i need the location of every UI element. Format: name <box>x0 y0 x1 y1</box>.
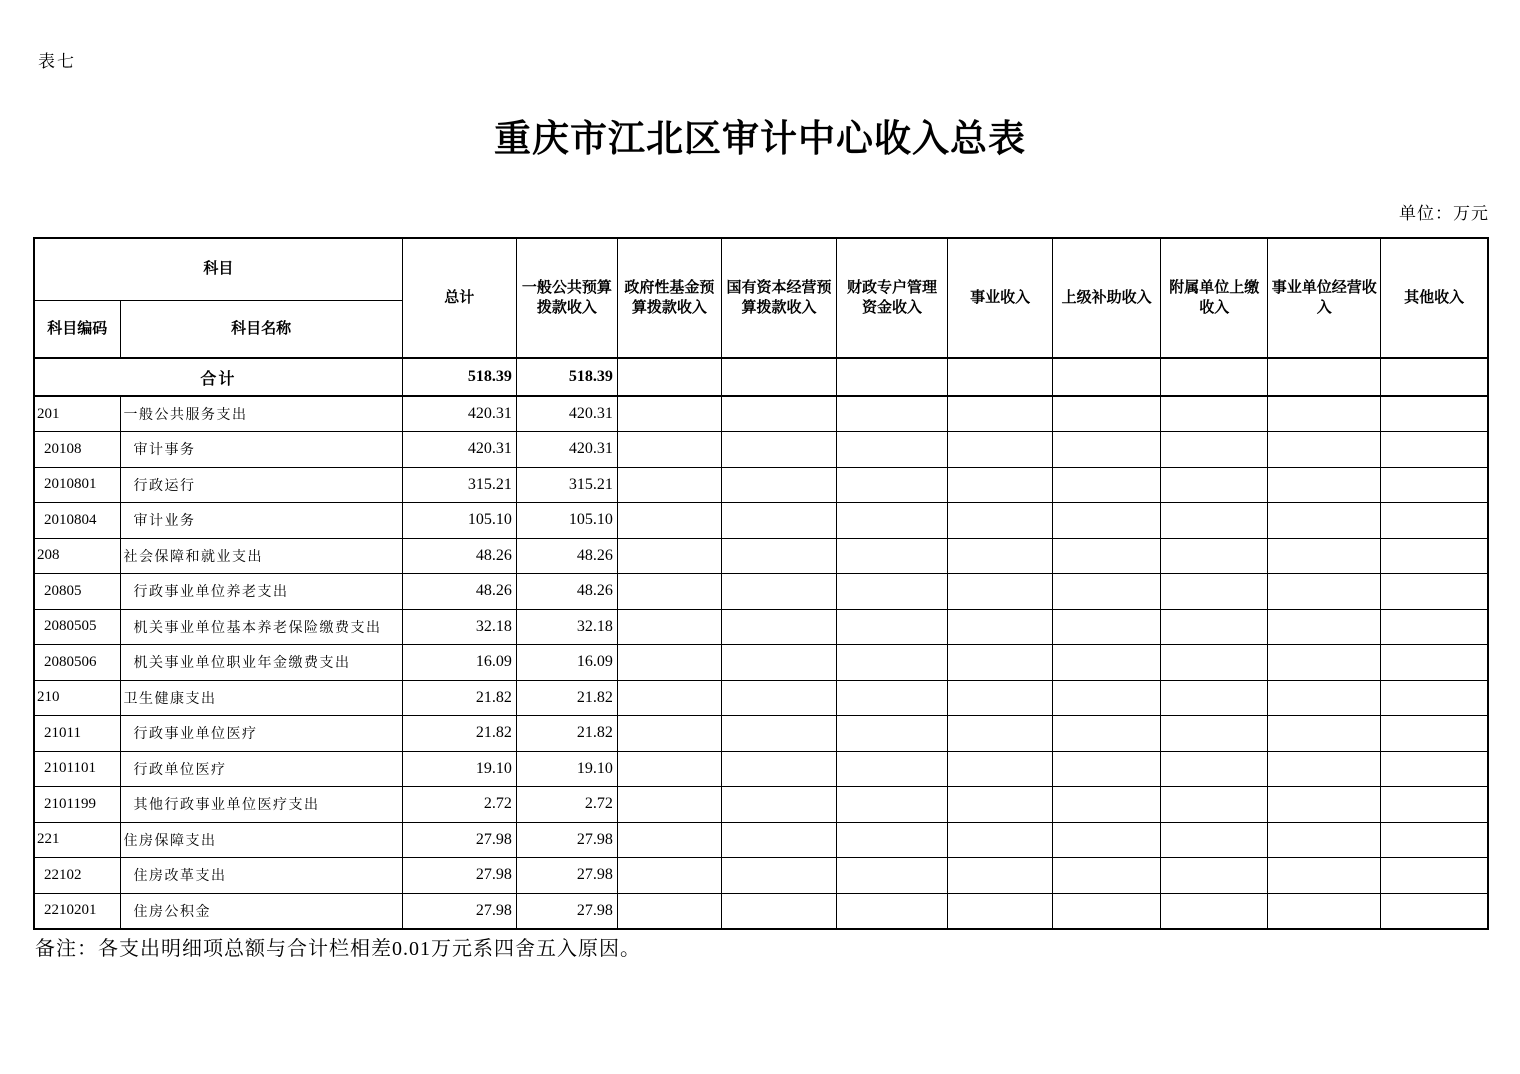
value-cell <box>948 893 1053 929</box>
value-cell <box>1161 680 1268 716</box>
value-cell <box>721 396 836 432</box>
value-cell <box>617 467 721 503</box>
header-subordinate-remittance: 附属单位上缴收入 <box>1161 238 1268 358</box>
table-row <box>34 396 1488 432</box>
total-value-cell <box>1161 358 1268 396</box>
subject-code-cell: 208 <box>34 538 120 574</box>
value-cell <box>721 680 836 716</box>
total-value-cell <box>617 358 721 396</box>
value-cell <box>1268 645 1381 681</box>
value-cell <box>1161 467 1268 503</box>
value-cell <box>1381 396 1488 432</box>
value-cell <box>1381 680 1488 716</box>
subject-code-cell: 2101101 <box>34 751 120 787</box>
value-cell <box>1053 893 1161 929</box>
value-cell: 2.72 <box>402 787 516 823</box>
value-cell: 32.18 <box>402 609 516 645</box>
value-cell <box>1053 396 1161 432</box>
value-cell: 21.82 <box>402 716 516 752</box>
value-cell <box>721 645 836 681</box>
value-cell <box>1381 432 1488 468</box>
unit-label: 单位：万元 <box>1399 204 1489 223</box>
subject-code-cell: 2010801 <box>34 467 120 503</box>
value-cell <box>837 822 948 858</box>
value-cell <box>837 893 948 929</box>
value-cell <box>1268 609 1381 645</box>
value-cell <box>948 574 1053 610</box>
value-cell <box>948 751 1053 787</box>
total-value-cell <box>1268 358 1381 396</box>
value-cell <box>948 858 1053 894</box>
subject-name-cell: 机关事业单位职业年金缴费支出 <box>120 645 402 681</box>
value-cell <box>948 822 1053 858</box>
value-cell <box>837 432 948 468</box>
value-cell <box>837 396 948 432</box>
value-cell <box>1268 716 1381 752</box>
subject-code-cell: 2080506 <box>34 645 120 681</box>
total-value-cell <box>837 358 948 396</box>
header-state-capital-budget: 国有资本经营预算拨款收入 <box>721 238 836 358</box>
value-cell <box>721 716 836 752</box>
value-cell <box>617 538 721 574</box>
subject-name-cell: 行政运行 <box>120 467 402 503</box>
value-cell: 27.98 <box>516 893 617 929</box>
value-cell <box>617 858 721 894</box>
subject-name-cell: 住房保障支出 <box>120 822 402 858</box>
subject-code-cell: 20108 <box>34 432 120 468</box>
value-cell <box>1268 574 1381 610</box>
header-general-public-budget: 一般公共预算拨款收入 <box>516 238 617 358</box>
value-cell <box>948 787 1053 823</box>
value-cell <box>837 645 948 681</box>
value-cell: 16.09 <box>402 645 516 681</box>
value-cell <box>837 503 948 539</box>
table-number-label: 表七 <box>38 52 76 71</box>
value-cell <box>837 609 948 645</box>
value-cell <box>721 609 836 645</box>
header-business-operation-income: 事业单位经营收入 <box>1268 238 1381 358</box>
value-cell <box>1053 787 1161 823</box>
value-cell <box>1053 609 1161 645</box>
value-cell <box>617 751 721 787</box>
total-value-cell <box>721 358 836 396</box>
value-cell <box>1053 645 1161 681</box>
value-cell <box>837 467 948 503</box>
value-cell: 27.98 <box>516 822 617 858</box>
subject-code-cell: 210 <box>34 680 120 716</box>
value-cell <box>837 680 948 716</box>
value-cell <box>721 574 836 610</box>
value-cell: 27.98 <box>402 893 516 929</box>
value-cell <box>1268 503 1381 539</box>
value-cell <box>948 645 1053 681</box>
total-value-cell <box>1053 358 1161 396</box>
value-cell <box>721 858 836 894</box>
subject-name-cell: 审计事务 <box>120 432 402 468</box>
value-cell <box>1381 467 1488 503</box>
table-row <box>34 751 1488 787</box>
value-cell <box>617 893 721 929</box>
value-cell <box>617 822 721 858</box>
subject-name-cell: 住房改革支出 <box>120 858 402 894</box>
value-cell <box>1053 716 1161 752</box>
value-cell <box>1161 751 1268 787</box>
value-cell <box>837 538 948 574</box>
subject-code-cell: 201 <box>34 396 120 432</box>
value-cell <box>1161 716 1268 752</box>
value-cell <box>721 538 836 574</box>
value-cell <box>1161 609 1268 645</box>
table-row <box>34 645 1488 681</box>
value-cell <box>1381 858 1488 894</box>
value-cell <box>1381 822 1488 858</box>
value-cell: 48.26 <box>516 574 617 610</box>
subject-code-cell: 2010804 <box>34 503 120 539</box>
value-cell <box>1161 822 1268 858</box>
value-cell <box>837 574 948 610</box>
value-cell <box>617 645 721 681</box>
value-cell <box>1053 858 1161 894</box>
value-cell: 420.31 <box>516 432 617 468</box>
value-cell <box>1268 432 1381 468</box>
table-row <box>34 538 1488 574</box>
value-cell <box>837 858 948 894</box>
header-business-income: 事业收入 <box>948 238 1053 358</box>
value-cell <box>1381 787 1488 823</box>
header-subject-code: 科目编码 <box>34 300 120 358</box>
value-cell <box>617 609 721 645</box>
value-cell <box>837 751 948 787</box>
value-cell <box>1268 467 1381 503</box>
table-header <box>34 238 1488 358</box>
value-cell <box>721 822 836 858</box>
header-subject-group: 科目 <box>34 238 402 300</box>
value-cell: 19.10 <box>516 751 617 787</box>
table-row <box>34 822 1488 858</box>
subject-name-cell: 住房公积金 <box>120 893 402 929</box>
total-row <box>34 358 1488 396</box>
value-cell <box>1268 680 1381 716</box>
value-cell: 420.31 <box>516 396 617 432</box>
value-cell: 48.26 <box>402 574 516 610</box>
value-cell <box>1381 538 1488 574</box>
table-row <box>34 716 1488 752</box>
value-cell <box>1268 858 1381 894</box>
value-cell <box>1161 574 1268 610</box>
value-cell <box>1053 680 1161 716</box>
total-row-label: 合计 <box>34 358 402 396</box>
value-cell: 420.31 <box>402 432 516 468</box>
value-cell <box>1381 716 1488 752</box>
value-cell <box>948 467 1053 503</box>
value-cell <box>1161 503 1268 539</box>
value-cell <box>1268 396 1381 432</box>
value-cell: 315.21 <box>516 467 617 503</box>
subject-code-cell: 20805 <box>34 574 120 610</box>
value-cell <box>837 716 948 752</box>
value-cell <box>1268 787 1381 823</box>
value-cell: 21.82 <box>516 716 617 752</box>
value-cell: 420.31 <box>402 396 516 432</box>
header-government-fund-budget: 政府性基金预算拨款收入 <box>617 238 721 358</box>
value-cell <box>948 538 1053 574</box>
value-cell <box>1381 893 1488 929</box>
header-superior-subsidy: 上级补助收入 <box>1053 238 1161 358</box>
value-cell <box>1161 645 1268 681</box>
subject-code-cell: 2210201 <box>34 893 120 929</box>
table-body <box>34 358 1488 929</box>
value-cell <box>617 574 721 610</box>
subject-name-cell: 行政单位医疗 <box>120 751 402 787</box>
subject-name-cell: 机关事业单位基本养老保险缴费支出 <box>120 609 402 645</box>
value-cell <box>948 680 1053 716</box>
table-row <box>34 609 1488 645</box>
total-value-cell: 518.39 <box>516 358 617 396</box>
value-cell <box>1161 787 1268 823</box>
value-cell <box>721 467 836 503</box>
value-cell <box>617 680 721 716</box>
value-cell <box>617 716 721 752</box>
subject-name-cell: 一般公共服务支出 <box>120 396 402 432</box>
value-cell: 2.72 <box>516 787 617 823</box>
value-cell <box>721 893 836 929</box>
value-cell <box>1381 574 1488 610</box>
header-other-income: 其他收入 <box>1381 238 1488 358</box>
value-cell <box>721 503 836 539</box>
subject-name-cell: 社会保障和就业支出 <box>120 538 402 574</box>
value-cell <box>948 716 1053 752</box>
subject-name-cell: 行政事业单位养老支出 <box>120 574 402 610</box>
subject-name-cell: 其他行政事业单位医疗支出 <box>120 787 402 823</box>
table-row <box>34 503 1488 539</box>
value-cell: 21.82 <box>402 680 516 716</box>
value-cell <box>617 787 721 823</box>
value-cell <box>1053 822 1161 858</box>
value-cell <box>1053 538 1161 574</box>
value-cell <box>1268 751 1381 787</box>
value-cell <box>948 503 1053 539</box>
page-title: 重庆市江北区审计中心收入总表 <box>494 119 1026 160</box>
value-cell <box>617 396 721 432</box>
value-cell <box>1268 893 1381 929</box>
value-cell <box>1268 822 1381 858</box>
table-row <box>34 574 1488 610</box>
table-row <box>34 787 1488 823</box>
header-total: 总计 <box>402 238 516 358</box>
value-cell <box>948 396 1053 432</box>
value-cell <box>721 787 836 823</box>
value-cell <box>1053 503 1161 539</box>
value-cell <box>1381 609 1488 645</box>
subject-code-cell: 2101199 <box>34 787 120 823</box>
subject-code-cell: 21011 <box>34 716 120 752</box>
value-cell <box>948 432 1053 468</box>
subject-name-cell: 卫生健康支出 <box>120 680 402 716</box>
subject-name-cell: 审计业务 <box>120 503 402 539</box>
value-cell <box>837 787 948 823</box>
subject-code-cell: 221 <box>34 822 120 858</box>
value-cell: 27.98 <box>402 858 516 894</box>
table-row <box>34 858 1488 894</box>
value-cell <box>617 503 721 539</box>
value-cell <box>1053 574 1161 610</box>
header-row-top <box>34 238 1488 300</box>
header-subject-name: 科目名称 <box>120 300 402 358</box>
value-cell <box>1268 538 1381 574</box>
value-cell: 48.26 <box>516 538 617 574</box>
value-cell <box>1381 503 1488 539</box>
value-cell: 315.21 <box>402 467 516 503</box>
total-value-cell <box>1381 358 1488 396</box>
value-cell <box>1161 432 1268 468</box>
value-cell <box>1161 538 1268 574</box>
value-cell <box>1161 893 1268 929</box>
value-cell <box>1161 396 1268 432</box>
value-cell <box>1381 645 1488 681</box>
table-row <box>34 432 1488 468</box>
income-summary-table <box>33 237 1489 930</box>
value-cell: 27.98 <box>516 858 617 894</box>
value-cell <box>1053 751 1161 787</box>
value-cell <box>721 751 836 787</box>
value-cell: 105.10 <box>402 503 516 539</box>
footnote: 备注：各支出明细项总额与合计栏相差0.01万元系四舍五入原因。 <box>35 938 641 960</box>
value-cell: 19.10 <box>402 751 516 787</box>
total-value-cell <box>948 358 1053 396</box>
value-cell: 21.82 <box>516 680 617 716</box>
value-cell: 48.26 <box>402 538 516 574</box>
subject-name-cell: 行政事业单位医疗 <box>120 716 402 752</box>
value-cell <box>1053 467 1161 503</box>
table-row <box>34 680 1488 716</box>
subject-code-cell: 2080505 <box>34 609 120 645</box>
value-cell <box>1381 751 1488 787</box>
value-cell <box>1053 432 1161 468</box>
value-cell: 16.09 <box>516 645 617 681</box>
table-row <box>34 893 1488 929</box>
table-row <box>34 467 1488 503</box>
subject-code-cell: 22102 <box>34 858 120 894</box>
total-value-cell: 518.39 <box>402 358 516 396</box>
value-cell <box>721 432 836 468</box>
value-cell <box>1161 858 1268 894</box>
value-cell: 105.10 <box>516 503 617 539</box>
value-cell <box>617 432 721 468</box>
header-fiscal-special-account: 财政专户管理资金收入 <box>837 238 948 358</box>
value-cell: 32.18 <box>516 609 617 645</box>
value-cell <box>948 609 1053 645</box>
value-cell: 27.98 <box>402 822 516 858</box>
